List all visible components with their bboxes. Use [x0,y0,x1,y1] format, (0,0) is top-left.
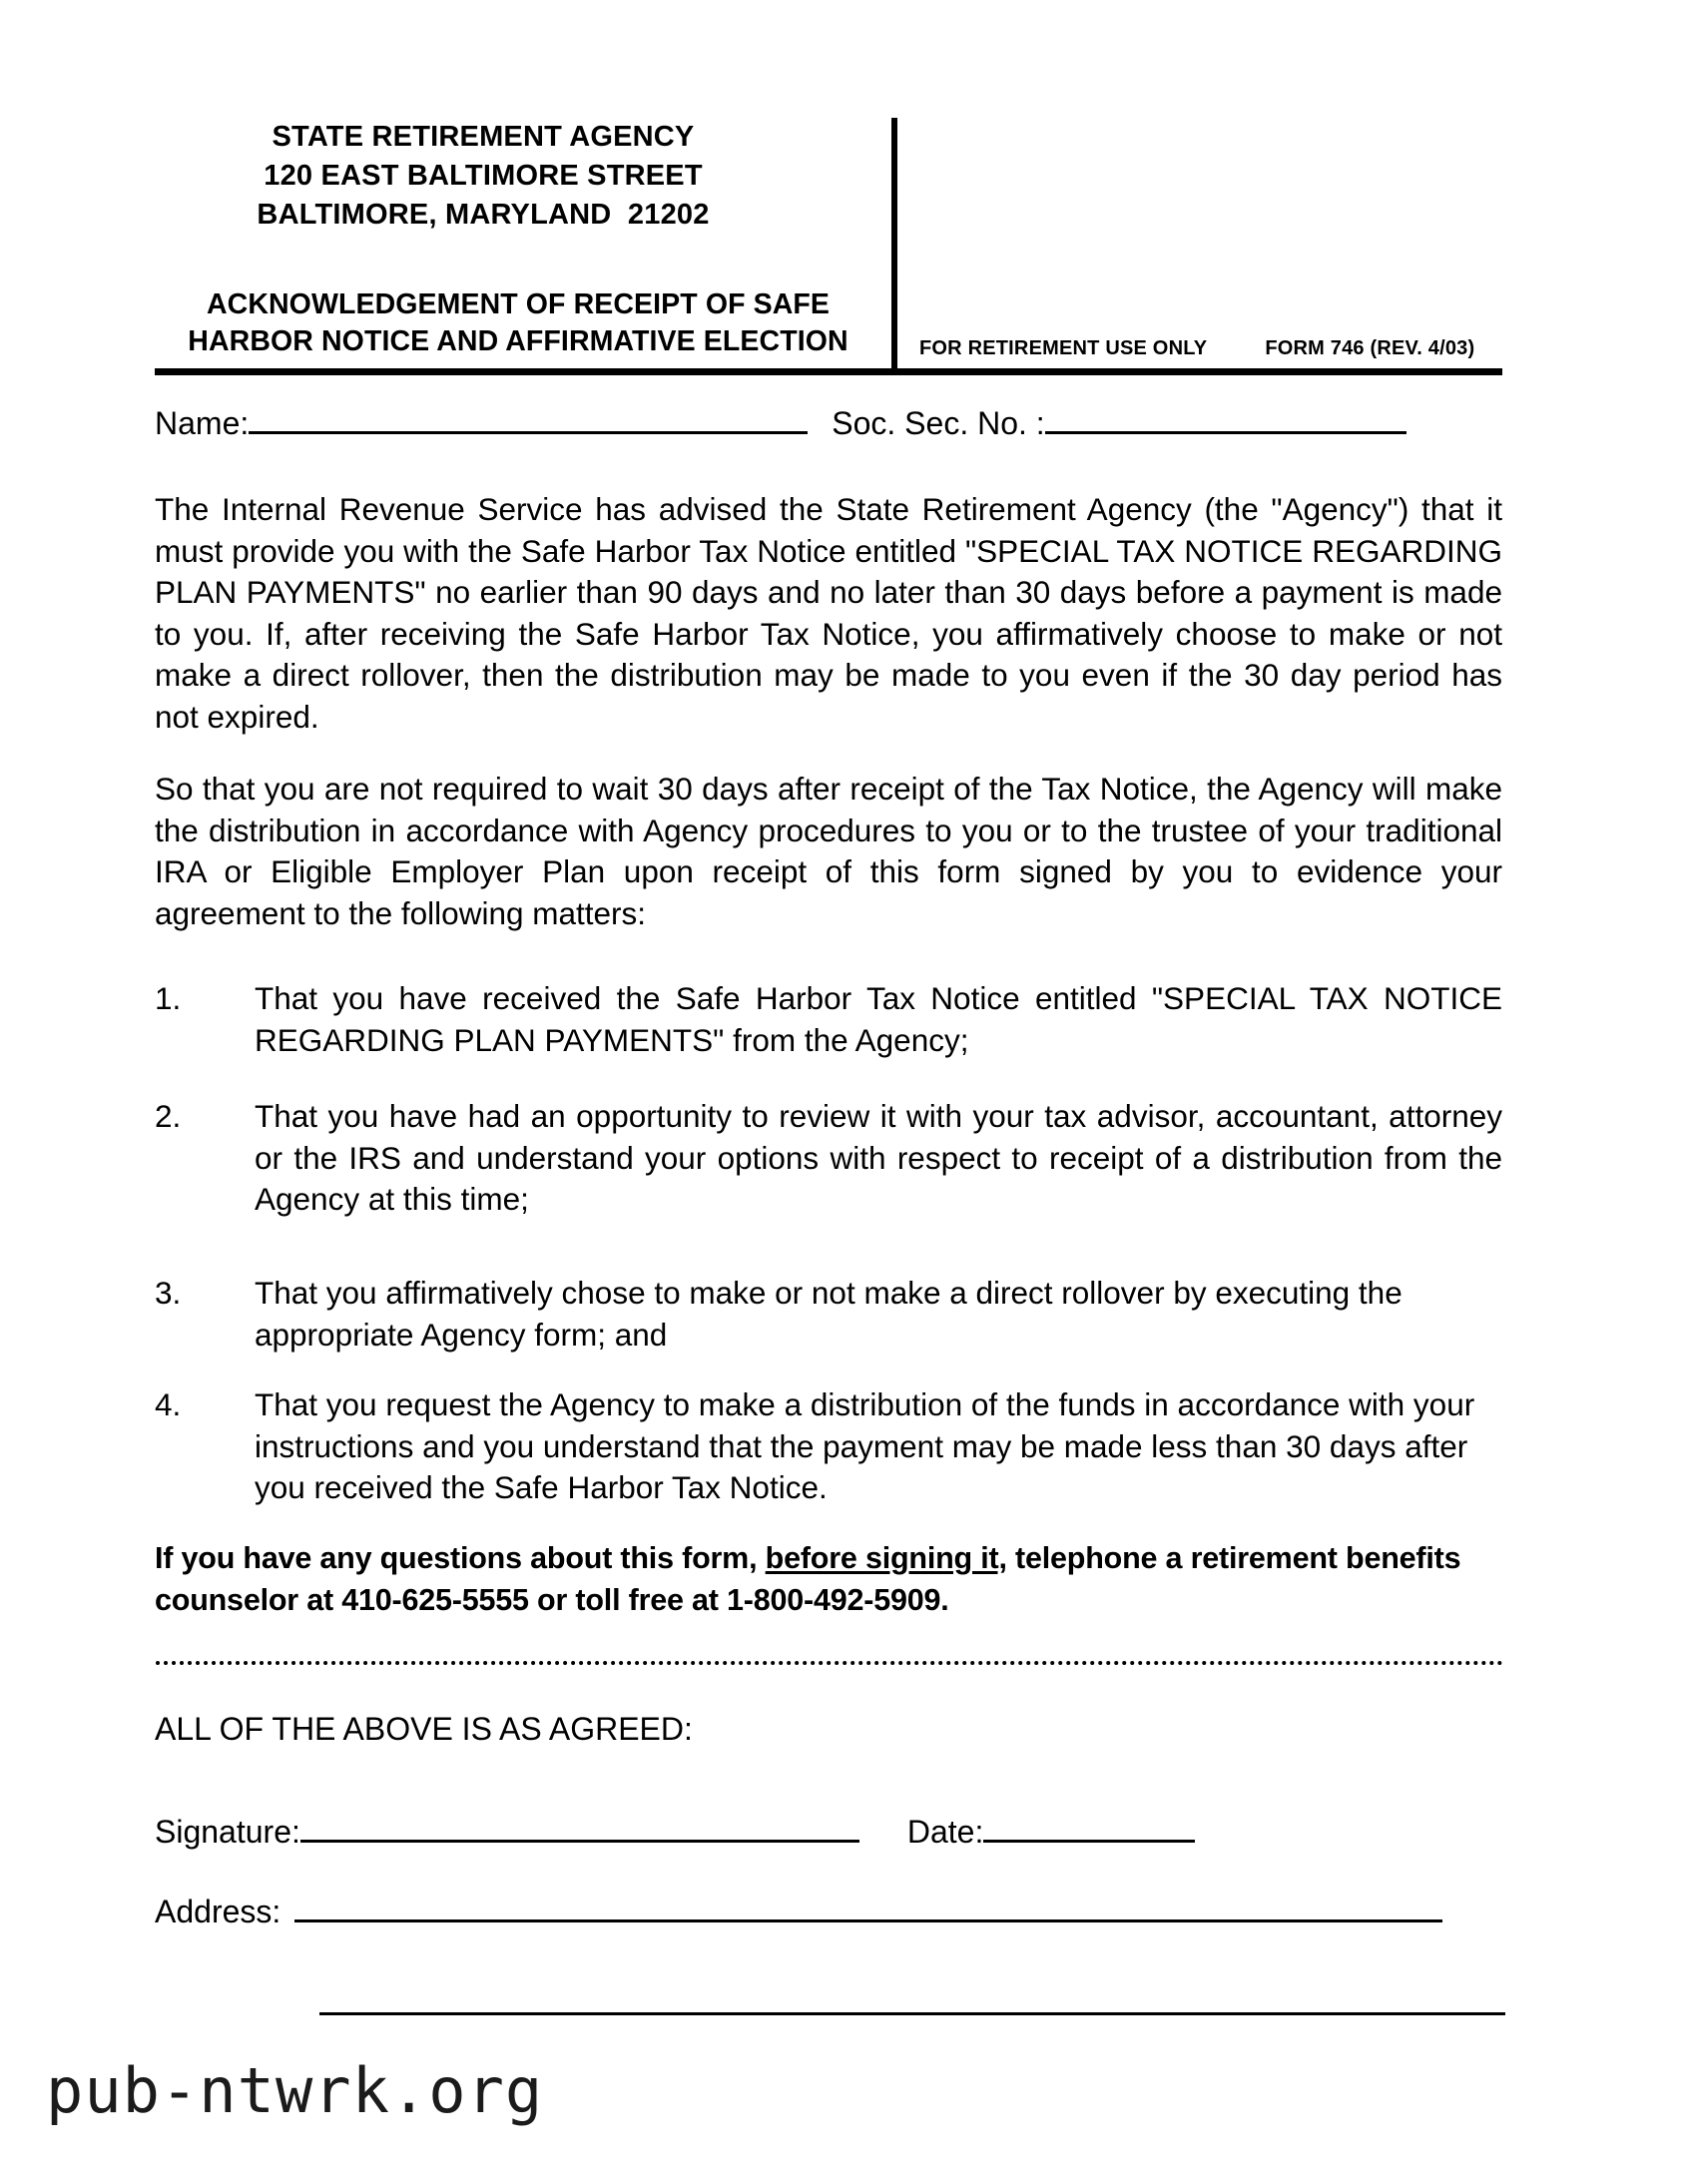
list-item-text: That you affirmatively chose to make or not make a direct rollover by executing the appropriate Agency form; and [255,1275,1403,1353]
questions-notice [155,1537,1504,1621]
address-input-line-1[interactable] [294,1894,1442,1922]
agency-address-block [155,118,891,235]
address-input-line-2[interactable] [319,2011,1505,2015]
name-input-line[interactable] [249,405,808,434]
section-divider [156,1657,1503,1665]
address-label: Address: [155,1894,281,1929]
identity-row [155,403,1502,443]
agency-name: STATE RETIREMENT AGENCY [272,121,695,153]
list-item [155,1273,1502,1356]
header-right-column [897,118,1502,368]
header-left-column [155,118,891,368]
form-title-line-1: ACKNOWLEDGEMENT OF RECEIPT OF SAFE [206,288,831,320]
list-item-text: That you request the Agency to make a distribution of the funds in accordance with your instructions and you understand that the payment may be made less than 30 days after you received the Safe Harbor Tax Notice. [255,1386,1475,1505]
agency-city: BALTIMORE, MARYLAND 21202 [257,199,710,231]
date-label: Date: [906,1814,984,1850]
address-row [155,1892,1502,1931]
form-title-line-2: HARBOR NOTICE AND AFFIRMATIVE ELECTION [188,325,848,357]
list-item [155,978,1502,1061]
retirement-use-only-label: FOR RETIREMENT USE ONLY [919,337,1208,359]
ssn-input-line[interactable] [1045,405,1407,434]
list-item-number: 2. [155,1098,182,1134]
list-item-text: That you have had an opportunity to review it with your tax advisor, accountant, attorney or the IRS and understand your options with respect to receipt of a distribution from the Agency at this time; [255,1098,1502,1217]
notice-text-part-1: If you have any questions about this form, [155,1541,766,1575]
name-label: Name: [155,405,250,441]
notice-text-part-2: telephone a retirement benefits counselor at 410-625-5555 or toll free at 1-800-492-5909. [155,1541,1461,1617]
ssn-label: Soc. Sec. No. : [832,405,1045,441]
notice-underlined-phrase: before signing it, [765,1541,1007,1575]
list-item [155,1096,1502,1221]
agency-street: 120 EAST BALTIMORE STREET [264,160,703,192]
list-item [155,1384,1502,1509]
form-number-label: FORM 746 (REV. 4/03) [1265,337,1475,359]
date-input-line[interactable] [983,1814,1195,1843]
signature-input-line[interactable] [300,1814,859,1843]
signature-row [155,1812,1502,1852]
signature-label: Signature: [155,1814,300,1850]
list-item-number: 3. [155,1275,182,1311]
form-title-block [155,286,891,360]
list-item-number: 1. [155,980,182,1016]
list-item-text: That you have received the Safe Harbor Tax Notice entitled "SPECIAL TAX NOTICE REGARDING PLAN PAYMENTS" from the Agency; [255,980,1502,1058]
body-paragraph-1: The Internal Revenue Service has advised the State Retirement Agency (the "Agency") that it must provide you with the Safe Harbor Tax Notice entitled "SPECIAL TAX NOTICE REGARDING PLAN PAYMENTS" no earlier than 90 days and no later than 30 days before a payment is made to you. If, after receiving the Safe Harbor Tax Notice, you affirmatively choose to make or not make a direct rollover, then the distribution may be made to you even if the 30 day period has not expired. [155,491,1502,735]
list-item-number: 4. [155,1386,182,1422]
body-paragraph-2: So that you are not required to wait 30 days after receipt of the Tax Notice, the Agency will make the distribution in accordance with Agency procedures to you or to the trustee of your traditional IRA or Eligible Employer Plan upon receipt of this form signed by you to evidence your agreement to the following matters: [155,771,1502,931]
site-watermark: pub-ntwrk.org [46,2054,544,2127]
form-header [155,118,1502,375]
agreement-heading: ALL OF THE ABOVE IS AS AGREED: [155,1711,693,1747]
